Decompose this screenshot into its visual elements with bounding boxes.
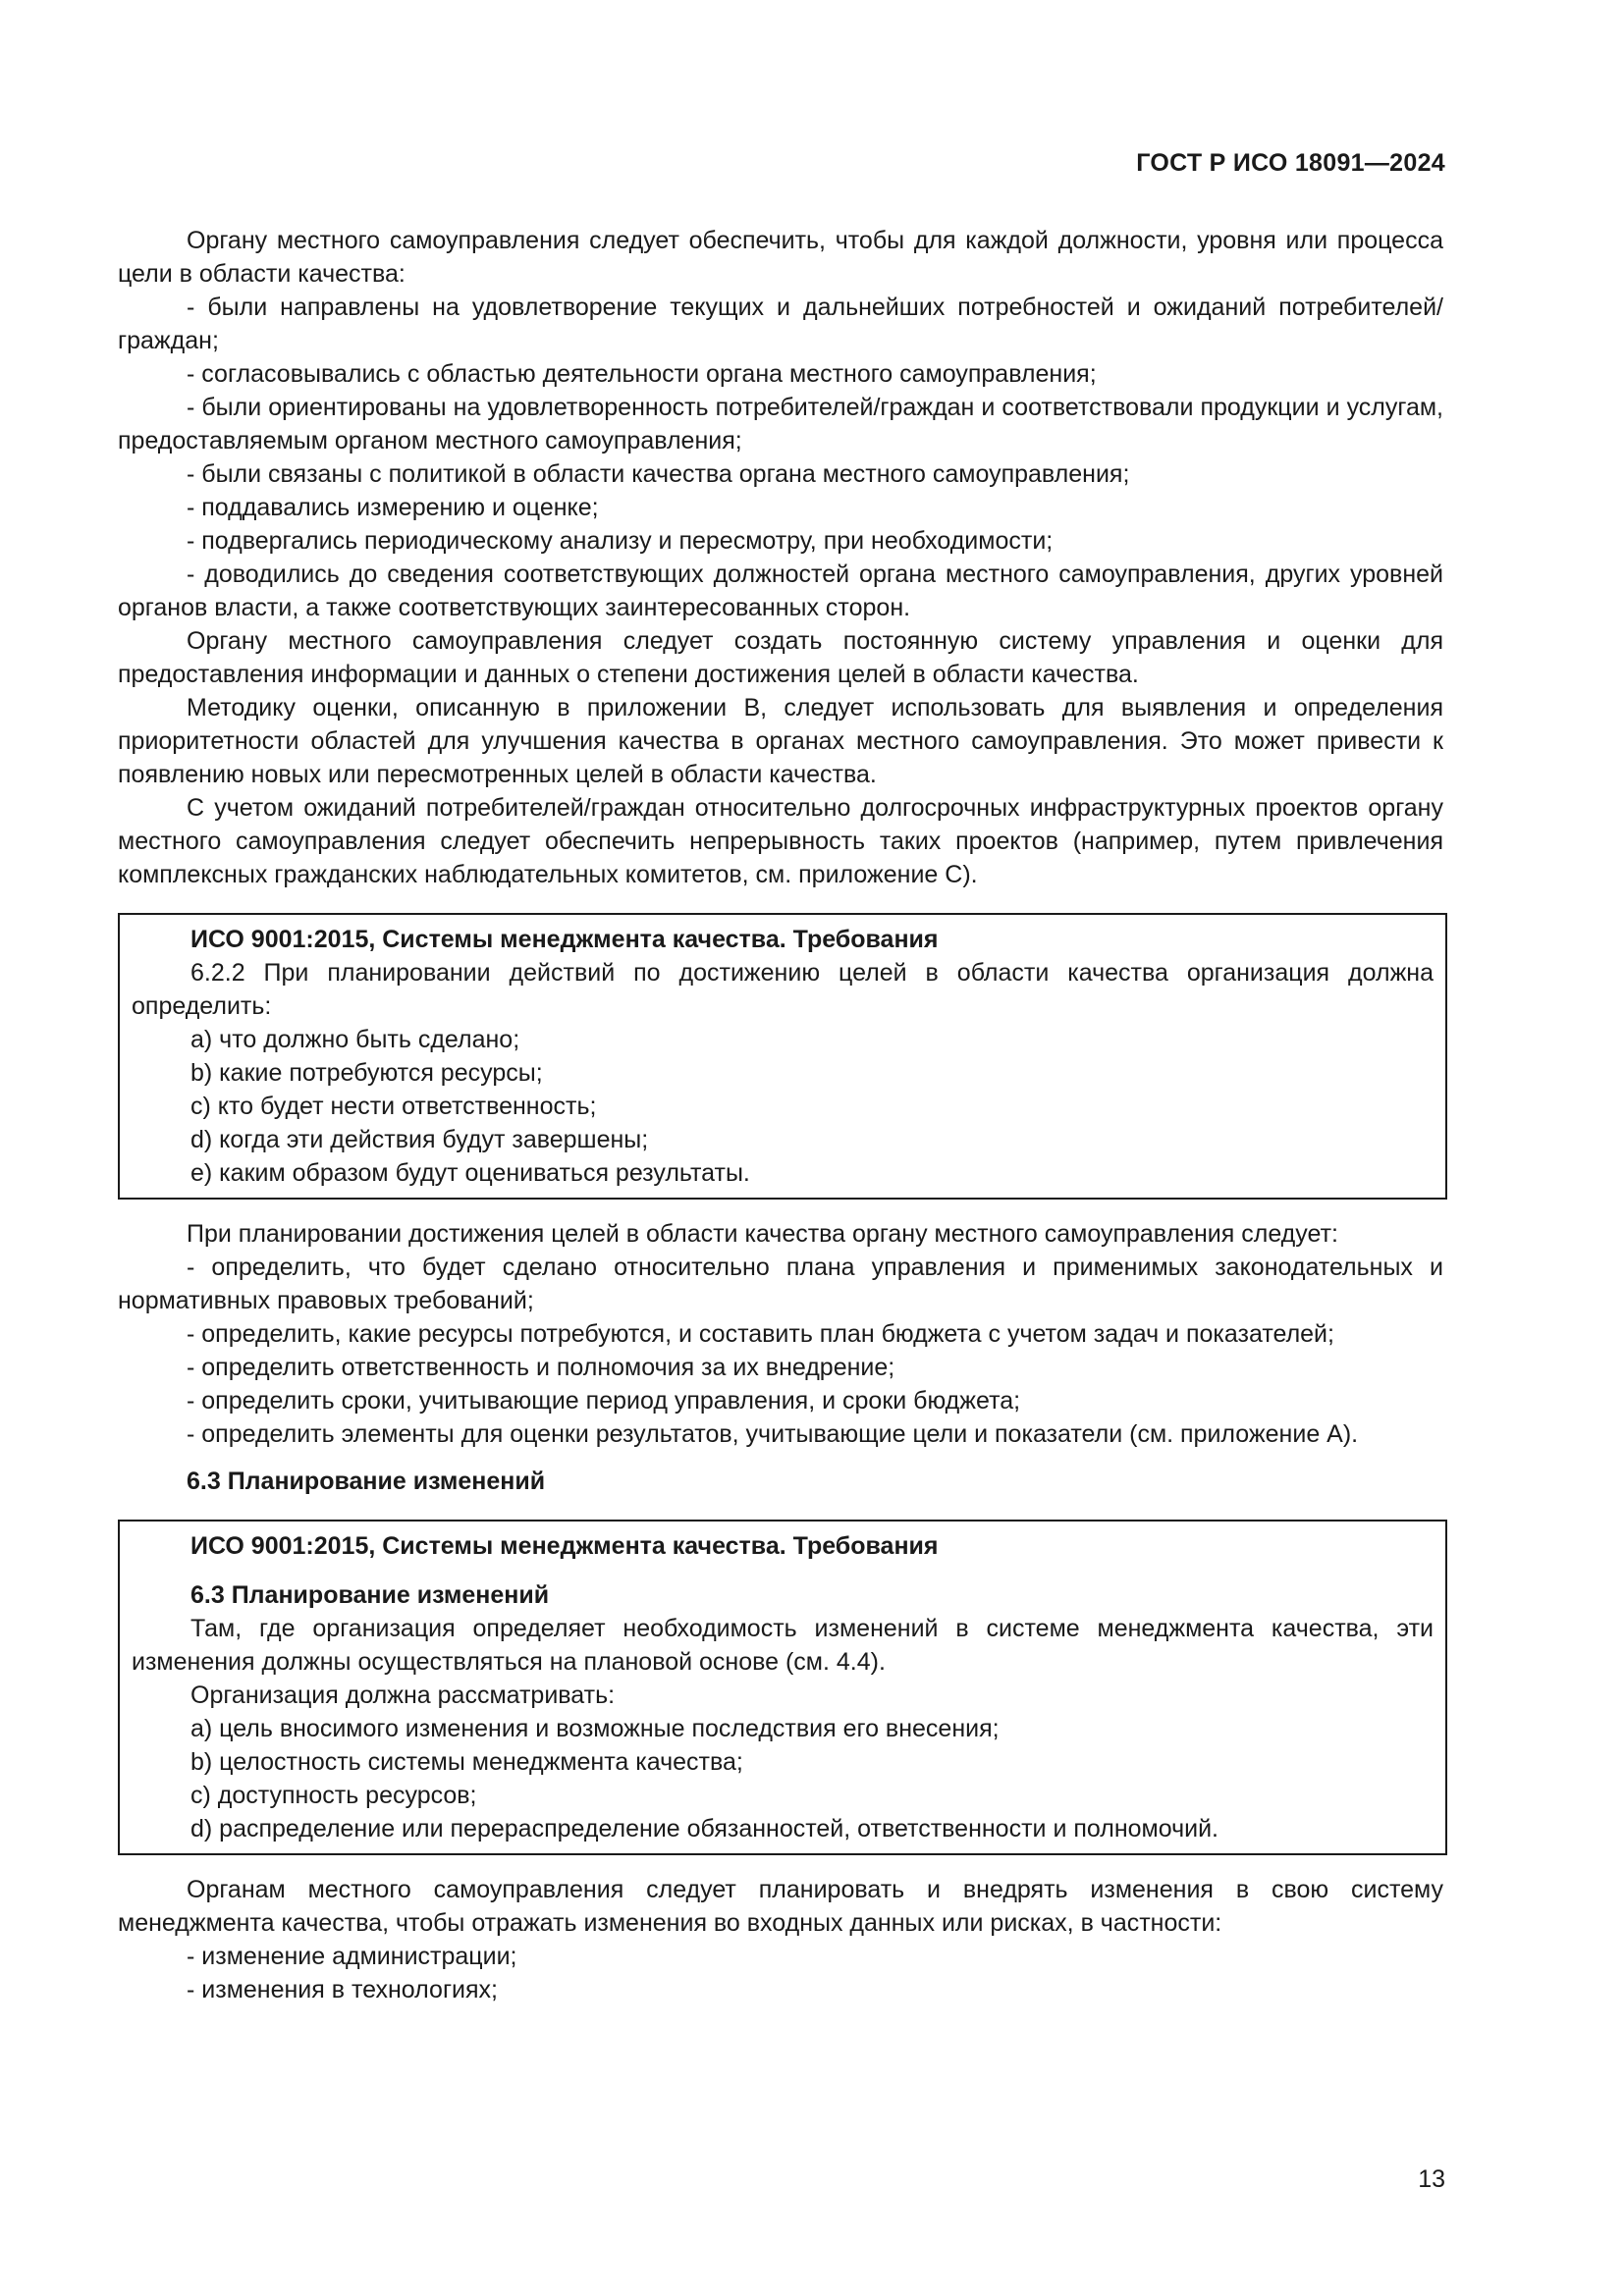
box-heading: 6.3 Планирование изменений <box>190 1581 550 1609</box>
list-item: - были связаны с политикой в области качества органа местного самоуправления; <box>187 460 1130 488</box>
iso-quote-box-622 <box>118 913 1447 1200</box>
list-item: - были ориентированы на удовлетворенность потребителей/граждан и соответствовали продукции и услугам, предоставляемым органом местного самоуправления; <box>118 394 1443 454</box>
box-list-item: a) цель вносимого изменения и возможные последствия его внесения; <box>190 1715 1000 1742</box>
paragraph: Методику оценки, описанную в приложении В, следует использовать для выявления и определения приоритетности областей для улучшения качества в органах местного самоуправления. Это может привести к появлению новых или пересмотренных целей в области качества. <box>118 694 1443 788</box>
page-body <box>118 224 1443 2006</box>
list-item: - согласовывались с областью деятельности органа местного самоуправления; <box>187 360 1097 388</box>
paragraph: Органам местного самоуправления следует планировать и внедрять изменения в свою систему менеджмента качества, чтобы отражать изменения во входных данных или рисках, в частности: <box>118 1876 1443 1937</box>
box-list-item: a) что должно быть сделано; <box>190 1026 520 1053</box>
box-list <box>132 1712 1434 1845</box>
objectives-list <box>118 291 1443 624</box>
paragraph: С учетом ожиданий потребителей/граждан относительно долгосрочных инфраструктурных проектов органу местного самоуправления следует обеспечить непрерывность таких проектов (например, путем привлечения комплексных гражданских наблюдательных комитетов, см. приложение С). <box>118 794 1443 888</box>
box-list-item: e) каким образом будут оцениваться результаты. <box>190 1159 750 1187</box>
list-item: - изменения в технологиях; <box>187 1976 499 2003</box>
paragraph: Органу местного самоуправления следует создать постоянную систему управления и оценки для предоставления информации и данных о степени достижения целей в области качества. <box>118 627 1443 688</box>
list-item: - определить ответственность и полномочия за их внедрение; <box>187 1354 895 1381</box>
list-item: - были направлены на удовлетворение текущих и дальнейших потребностей и ожиданий потребителей/граждан; <box>118 294 1443 354</box>
box-title: ИСО 9001:2015, Системы менеджмента качества. Требования <box>190 926 939 953</box>
box-intro: 6.2.2 При планировании действий по достижению целей в области качества организация должна определить: <box>132 959 1434 1020</box>
list-item: - доводились до сведения соответствующих должностей органа местного самоуправления, других уровней органов власти, а также соответствующих заинтересованных сторон. <box>118 561 1443 621</box>
changes-list <box>118 1940 1443 2006</box>
box-list <box>132 1023 1434 1190</box>
box-list-item: d) когда эти действия будут завершены; <box>190 1126 649 1153</box>
list-item: - определить сроки, учитывающие период управления, и сроки бюджета; <box>187 1387 1021 1415</box>
list-item: - изменение администрации; <box>187 1943 517 1970</box>
document-code-header: ГОСТ Р ИСО 18091—2024 <box>1136 149 1445 177</box>
paragraph: При планировании достижения целей в области качества органу местного самоуправления следует: <box>187 1220 1338 1248</box>
list-item: - определить, какие ресурсы потребуются, и составить план бюджета с учетом задач и показателей; <box>187 1320 1334 1348</box>
section-heading: 6.3 Планирование изменений <box>187 1468 546 1495</box>
list-item: - определить, что будет сделано относительно плана управления и применимых законодательных и нормативных правовых требований; <box>118 1254 1443 1314</box>
page-number: 13 <box>1418 2165 1445 2193</box>
box-list-item: b) целостность системы менеджмента качества; <box>190 1748 743 1776</box>
iso-quote-box-63 <box>118 1520 1447 1855</box>
box-list-item: c) доступность ресурсов; <box>190 1782 477 1809</box>
paragraph: Органу местного самоуправления следует обеспечить, чтобы для каждой должности, уровня или процесса цели в области качества: <box>118 227 1443 288</box>
list-item: - определить элементы для оценки результатов, учитывающие цели и показатели (см. приложение А). <box>187 1420 1359 1448</box>
list-item: - поддавались измерению и оценке; <box>187 494 599 521</box>
box-paragraph: Там, где организация определяет необходимость изменений в системе менеджмента качества, эти изменения должны осуществляться на плановой основе (см. 4.4). <box>132 1615 1434 1676</box>
box-list-item: c) кто будет нести ответственность; <box>190 1093 597 1120</box>
planning-list <box>118 1251 1443 1451</box>
list-item: - подвергались периодическому анализу и пересмотру, при необходимости; <box>187 527 1054 555</box>
box-paragraph: Организация должна рассматривать: <box>190 1682 616 1709</box>
box-title: ИСО 9001:2015, Системы менеджмента качества. Требования <box>190 1532 939 1560</box>
box-list-item: d) распределение или перераспределение обязанностей, ответственности и полномочий. <box>190 1815 1218 1842</box>
box-list-item: b) какие потребуются ресурсы; <box>190 1059 543 1087</box>
